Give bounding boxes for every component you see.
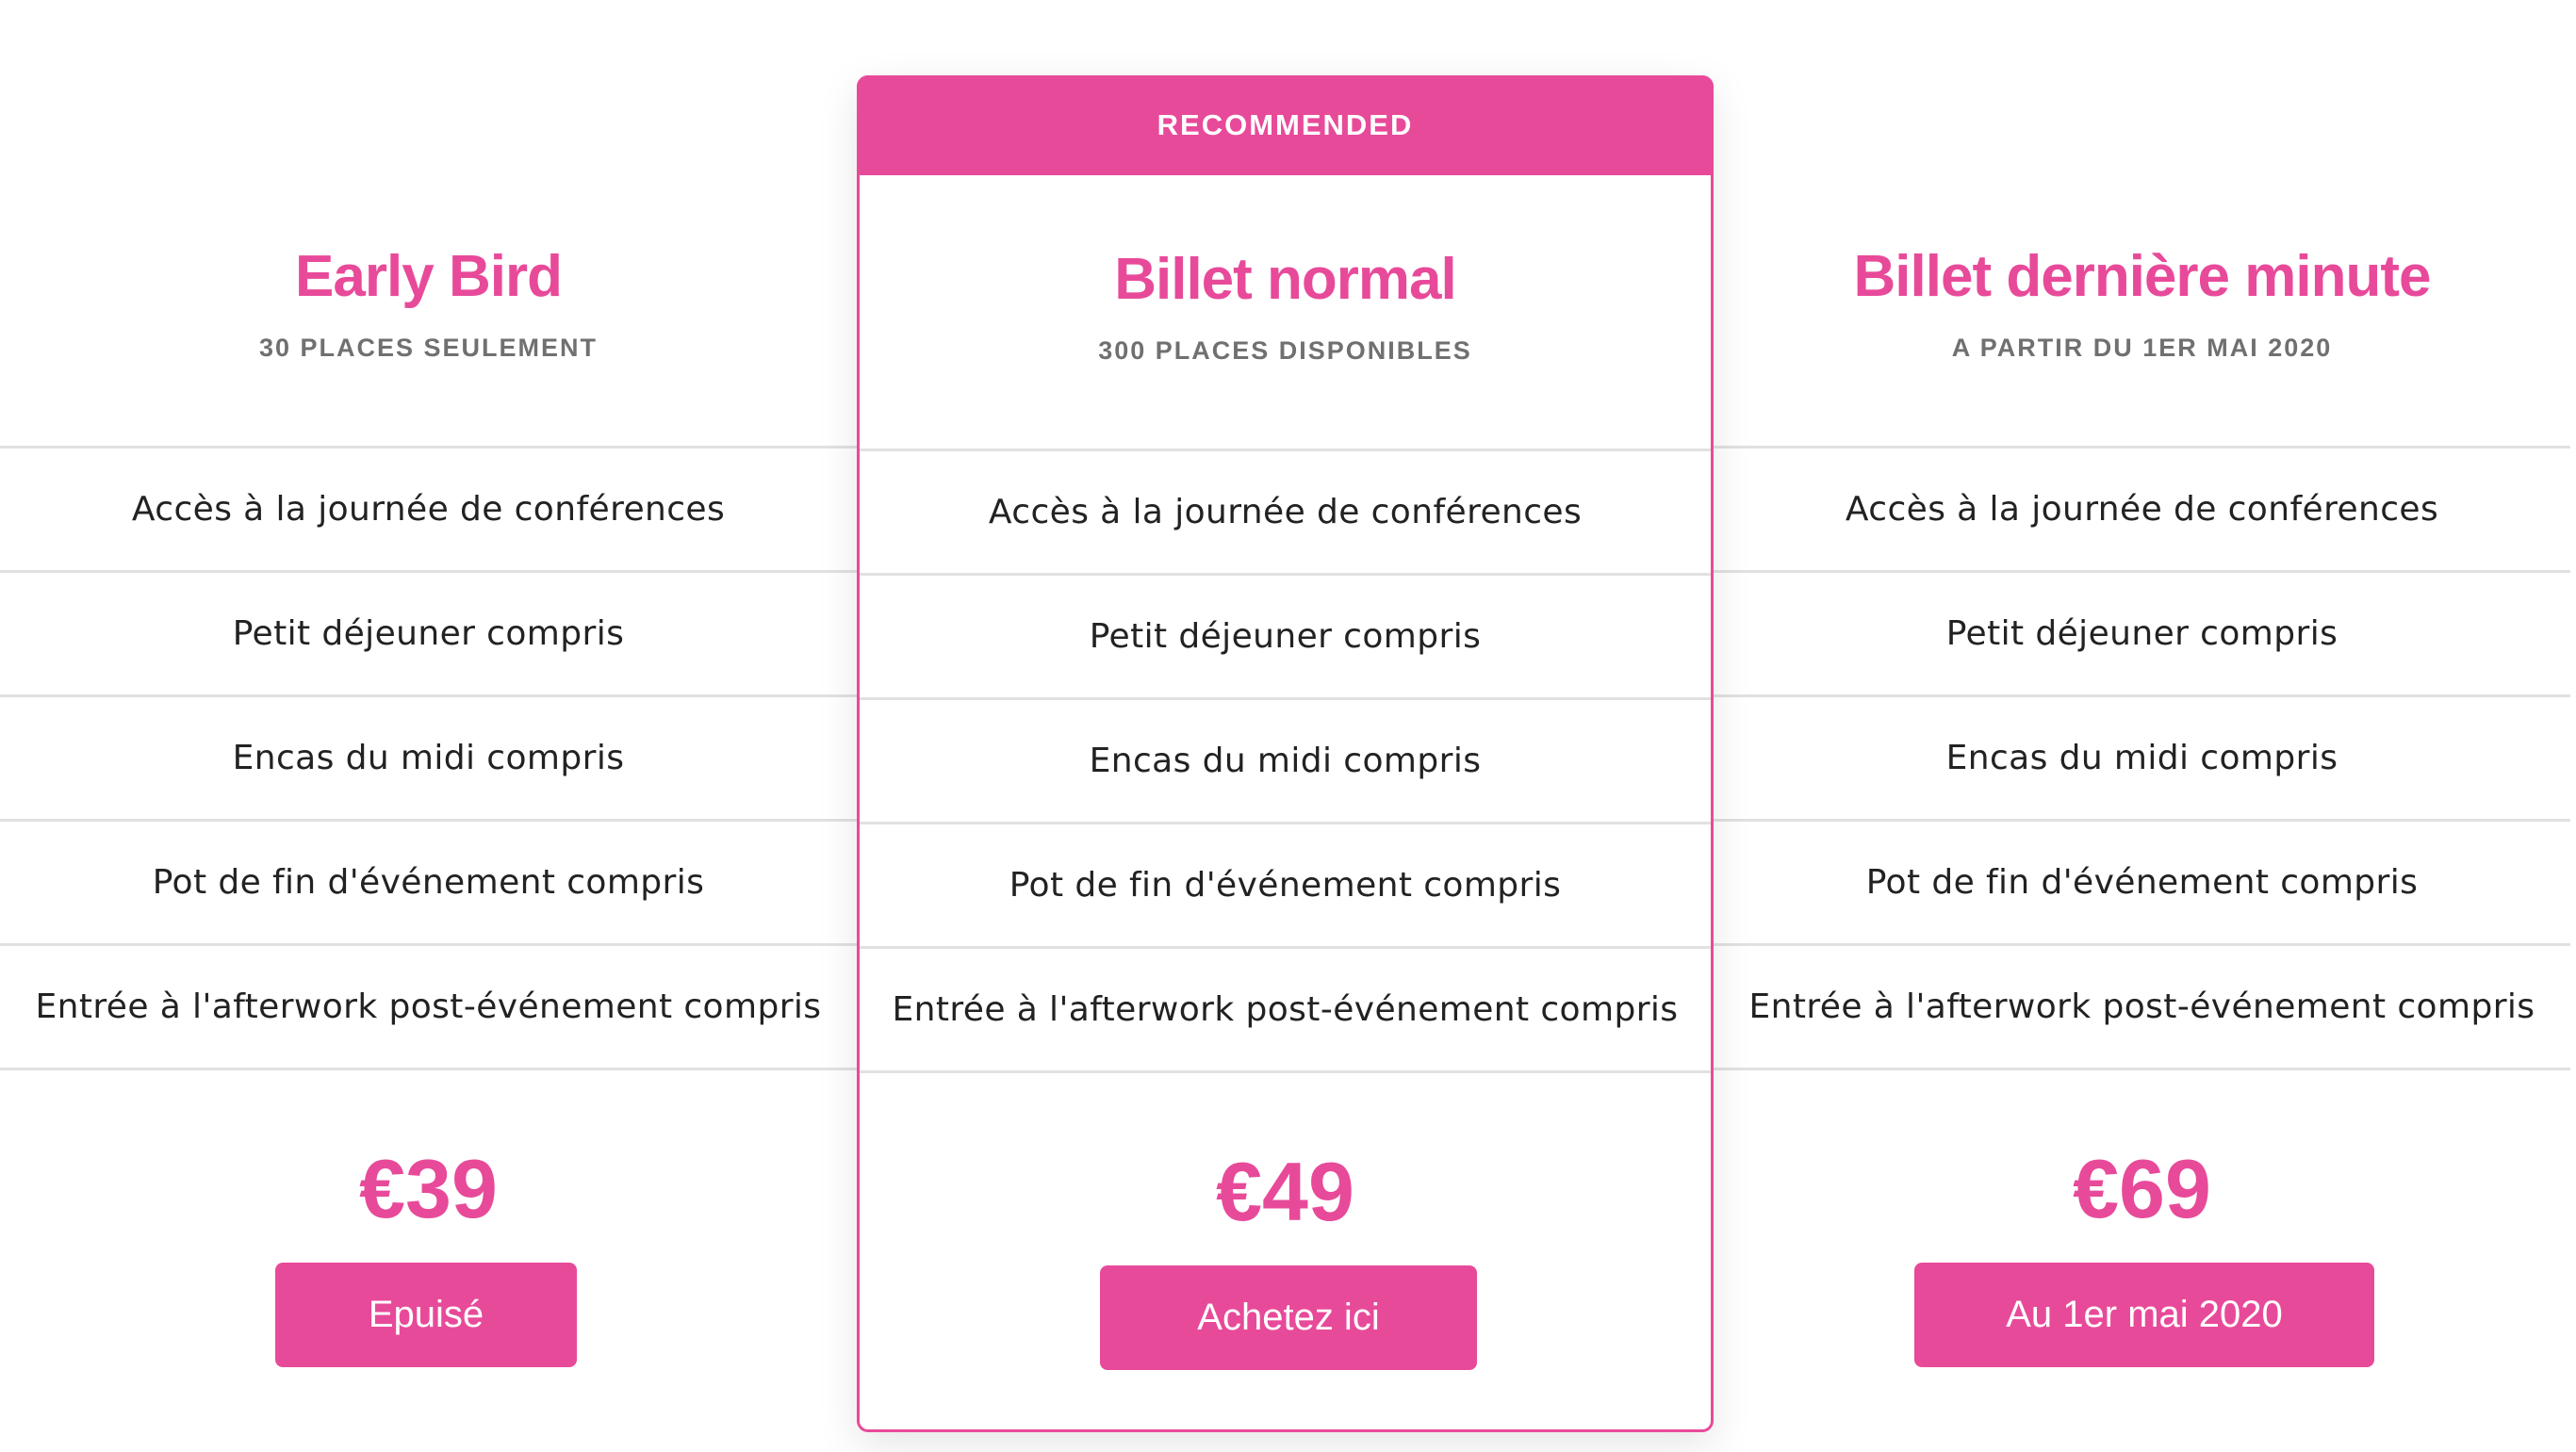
plan-card-last-minute (1714, 75, 2570, 1432)
feature-item: Petit déjeuner compris (1714, 573, 2570, 697)
plan-price: €49 (1216, 1145, 1354, 1238)
plan-price: €69 (2073, 1142, 2211, 1235)
feature-item: Accès à la journée de conférences (1714, 449, 2570, 573)
feature-item: Pot de fin d'événement compris (0, 822, 857, 946)
feature-item: Encas du midi compris (860, 700, 1711, 824)
feature-item: Entrée à l'afterwork post-événement compris (0, 946, 857, 1070)
plan-title: Early Bird (295, 244, 562, 309)
feature-item: Entrée à l'afterwork post-événement compris (1714, 946, 2570, 1070)
plan-subtitle: 30 PLACES SEULEMENT (258, 334, 599, 362)
plan-subtitle: A PARTIR DU 1ER MAI 2020 (1951, 334, 2333, 362)
plan-title: Billet normal (1114, 247, 1456, 312)
feature-list (0, 446, 857, 1070)
feature-item: Pot de fin d'événement compris (1714, 822, 2570, 946)
feature-item: Petit déjeuner compris (860, 576, 1711, 700)
pricing-table (0, 75, 2576, 1432)
plan-price: €39 (359, 1142, 498, 1235)
sold-out-button[interactable]: Epuisé (275, 1263, 577, 1367)
feature-item: Accès à la journée de conférences (0, 449, 857, 573)
feature-item: Pot de fin d'événement compris (860, 824, 1711, 949)
feature-list (860, 449, 1711, 1073)
plan-title: Billet dernière minute (1853, 244, 2431, 309)
feature-item: Encas du midi compris (1714, 697, 2570, 822)
plan-subtitle: 300 PLACES DISPONIBLES (1098, 336, 1472, 365)
recommended-badge: RECOMMENDED (857, 75, 1714, 175)
feature-item: Entrée à l'afterwork post-événement compris (860, 949, 1711, 1073)
available-date-button[interactable]: Au 1er mai 2020 (1914, 1263, 2374, 1367)
feature-item: Accès à la journée de conférences (860, 451, 1711, 576)
feature-list (1714, 446, 2570, 1070)
feature-item: Petit déjeuner compris (0, 573, 857, 697)
buy-now-button[interactable]: Achetez ici (1100, 1265, 1477, 1370)
plan-card-billet-normal (857, 75, 1714, 1432)
feature-item: Encas du midi compris (0, 697, 857, 822)
plan-card-early-bird (0, 75, 857, 1432)
